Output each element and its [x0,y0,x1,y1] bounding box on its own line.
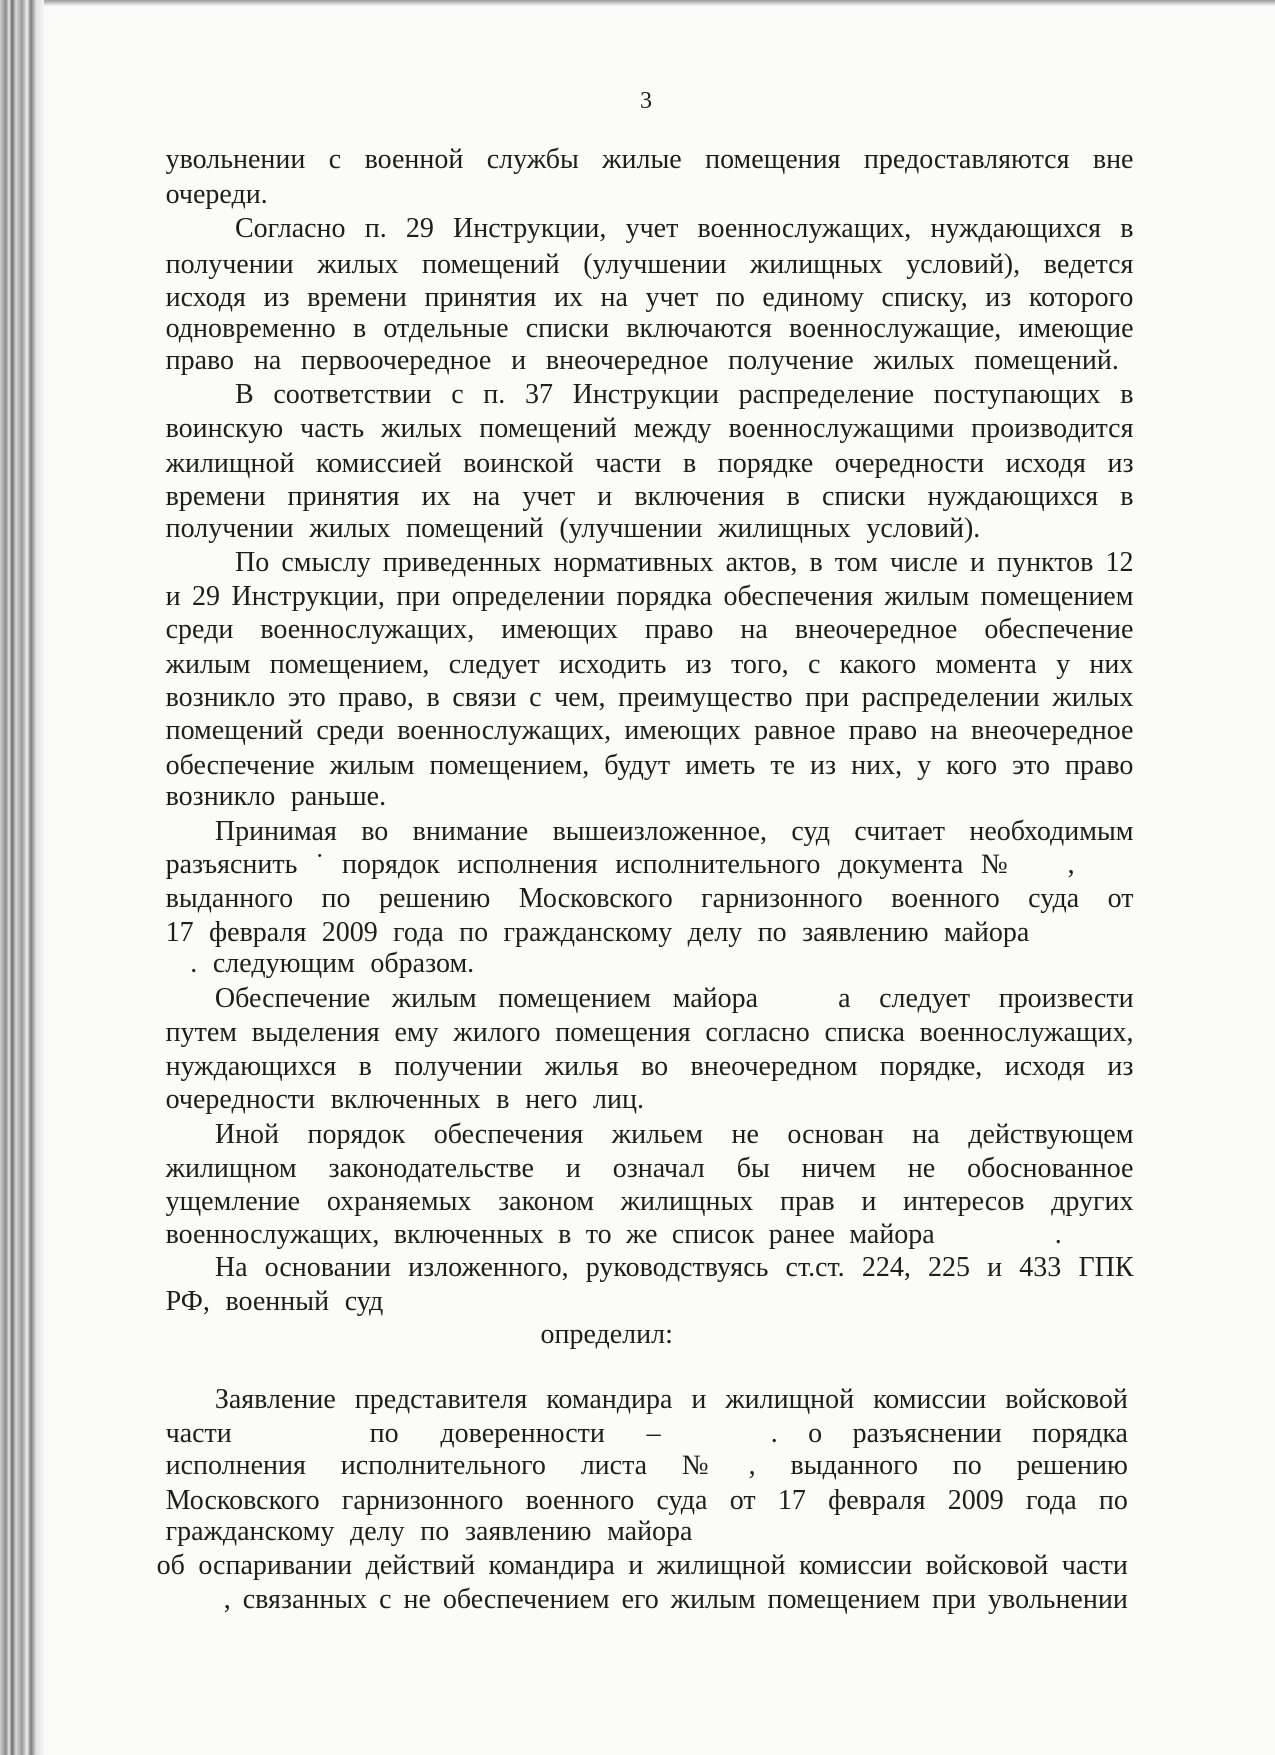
text-line [166,1286,391,1318]
text-line [166,144,1134,176]
line-text: . о разъяснении порядка [770,1417,1128,1449]
line-text: Заявление представителя командира и жилищной комиссии войсковой [214,1384,1128,1416]
text-line [215,1384,1128,1416]
text-line [166,649,1134,681]
line-text: , [1067,849,1075,881]
line-text: очередности включенных в него лиц. [165,1084,644,1116]
line-text: помещений среди военнослужащих, имеющих равное право на внеочередное [165,715,1134,747]
text-line [166,614,1134,646]
redacted-gap [661,1418,771,1450]
line-text: . следующим образом. [190,947,475,979]
text-line [235,379,1134,411]
line-text: об оспаривании действий командира и жилищной комиссии войсковой части [156,1549,1128,1581]
text-line [235,547,1134,579]
text-line [166,1084,652,1116]
line-text: нуждающихся в получении жилья во внеочередном порядке, исходя из [165,1050,1134,1082]
text-line [166,682,1134,714]
line-text: На основании изложенного, руководствуясь ст.ст. 224, 225 и 433 ГПК [214,1252,1134,1284]
text-line [166,1153,1134,1185]
binding-edge [0,0,44,1755]
text-line [166,1051,1134,1083]
line-text: . [1054,1218,1062,1250]
line-text: РФ, военный суд [165,1285,384,1317]
line-text: исходя из времени принятия их на учет по единому списку, из которого [165,282,1134,314]
text-line [215,983,1134,1015]
line-text: очереди. [165,179,268,211]
line-text: военнослужащих, включенных в то же список ранее майора [165,1218,935,1250]
text-line [215,1252,1134,1284]
line-text: увольнении с военной службы жилые помещения предоставляются вне [165,144,1134,176]
line-text: получении жилых помещений (улучшении жилищных условий). [165,512,981,544]
redacted-gap [709,1450,749,1482]
page-number: 3 [640,88,652,114]
line-text: разъяснить ˙ порядок исполнения исполнительного документа № [165,849,1008,881]
text-line [166,481,1134,513]
text-line [166,750,1134,782]
line-text: исполнения исполнительного листа № [165,1450,709,1482]
text-line [166,345,1119,377]
line-text: одновременно в отдельные списки включаются военнослужащие, имеющие [165,313,1134,345]
text-line [166,1516,701,1548]
text-line [166,1418,1128,1450]
line-text: По смыслу приведенных нормативных актов, в том числе и пунктов 12 [234,547,1134,579]
text-line [190,948,482,980]
text-line [166,313,1134,345]
redacted-gap [300,1418,370,1450]
text-line [215,816,1134,848]
line-text: Иной порядок обеспечения жильем не основан на действующем [214,1119,1134,1151]
text-line [166,1017,1134,1049]
line-text: воинскую часть жилых помещений между военнослужащими производится [165,413,1134,445]
text-line [166,448,1134,480]
text-line [166,1485,1128,1517]
redacted-gap [1008,849,1068,881]
line-text: гражданскому делу по заявлению майора [165,1516,693,1548]
text-line [166,1219,1108,1251]
text-line [166,781,394,813]
line-text: времени принятия их на учет и включения в списки нуждающихся в [165,481,1134,513]
text-line [166,513,989,545]
line-text: Согласно п. 29 Инструкции, учет военнослужащих, нуждающихся в [234,212,1134,244]
text-line [224,1584,1128,1616]
text-line [166,1450,1128,1482]
text-line [166,581,1134,613]
text-line [215,1119,1134,1151]
line-text: путем выделения ему жилого помещения согласно списка военнослужащих, [165,1017,1134,1049]
line-text: по доверенности – [369,1417,661,1449]
line-text: жилым помещением, следует исходить из того, с какого момента у них [165,649,1134,681]
redacted-gap [758,983,838,1015]
line-text: 17 февраля 2009 года по гражданскому делу по заявлению майора [165,916,1030,948]
line-text: право на первоочередное и внеочередное получение жилых помещений. [165,344,1119,376]
redacted-gap [935,1219,1055,1251]
text-line [166,1186,1134,1218]
line-text: получении жилых помещений (улучшении жилищных условий), ведется [165,248,1134,280]
text-line [166,917,1030,949]
line-text: и 29 Инструкции, при определении порядка обеспечения жилым помещением [165,580,1134,612]
line-text: В соответствии с п. 37 Инструкции распределение поступающих в [234,379,1134,411]
line-text: выданного по решению Московского гарнизонного военного суда от [165,883,1134,915]
line-text: Московского гарнизонного военного суда от 17 февраля 2009 года по [165,1485,1128,1517]
text-line [166,249,1134,281]
line-text: среди военнослужащих, имеющих право на внеочередное обеспечение [165,614,1134,646]
text-line [166,282,1134,314]
line-text: , связанных с не обеспечением его жилым помещением при увольнении [223,1583,1128,1615]
text-line [166,179,276,211]
line-text: Принимая во внимание вышеизложенное, суд считает необходимым [214,815,1134,847]
text-line [166,849,1134,881]
text-line [166,413,1134,445]
line-text: жилищном законодательстве и означал бы ничем не обоснованное [165,1152,1134,1184]
scan-top-edge [0,0,1275,6]
text-line [166,715,1134,747]
line-text: а следует произвести [838,982,1134,1014]
text-line [235,213,1134,245]
line-text: обеспечение жилым помещением, будут иметь те из них, у кого это право [165,749,1134,781]
line-text: части [165,1417,232,1449]
line-text: жилищной комиссией воинской части в порядке очередности исходя из [165,447,1134,479]
line-text: ущемление охраняемых законом жилищных прав и интересов других [165,1186,1134,1218]
line-text: Обеспечение жилым помещением майора [214,982,759,1014]
line-text: возникло раньше. [165,781,387,813]
line-text: , выданного по решению [748,1450,1128,1482]
text-line [157,1550,1128,1582]
line-text: возникло это право, в связи с чем, преимущество при распределении жилых [165,681,1134,713]
ruling-heading: определил: [540,1319,673,1351]
text-line [166,883,1134,915]
